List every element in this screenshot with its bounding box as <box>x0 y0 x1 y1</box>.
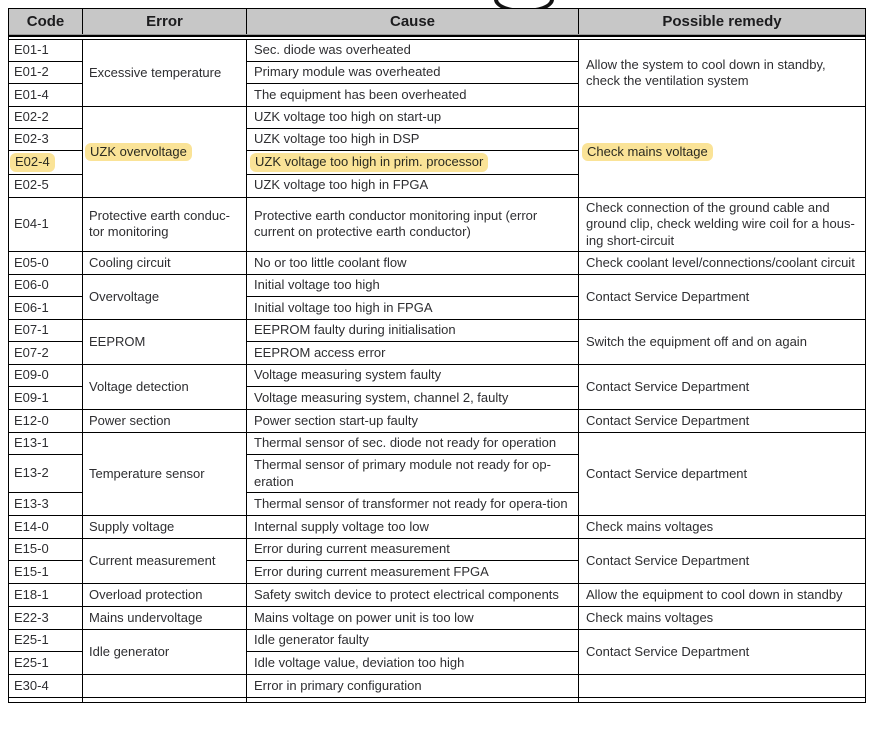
partial-cell <box>247 698 579 702</box>
remedy-cell <box>579 630 865 674</box>
error-cell-text: Mains undervoltage <box>89 609 203 625</box>
remedy-cell <box>579 320 865 364</box>
error-cell-text: Supply voltage <box>89 518 175 534</box>
cause-cell-text: Protective earth conductor monitoring input (error current on protective earth conductor) <box>254 207 538 240</box>
cause-cell <box>247 342 579 364</box>
code-cell <box>9 387 83 409</box>
remedy-cell-text: Switch the equipment off and on again <box>586 333 807 349</box>
table-header-row <box>9 9 865 35</box>
code-cell-text: E06-1 <box>14 299 49 315</box>
error-cell-text: Overvoltage <box>89 288 160 304</box>
error-cell-text: Cooling circuit <box>89 254 171 270</box>
header-code: Code <box>9 9 83 34</box>
cause-cell <box>247 297 579 319</box>
remedy-cell-text: Allow the system to cool down in standby, check the ventilation system <box>586 56 826 88</box>
remedy-cell-text: Check coolant level/connections/coolant circuit <box>586 254 855 270</box>
error-cell-text: Current measurement <box>89 552 216 568</box>
remedy-cell-text: Check mains voltage <box>582 143 713 162</box>
cause-cell <box>247 675 579 697</box>
error-cell-text: UZK overvoltage <box>85 143 192 162</box>
code-cell <box>9 175 83 197</box>
cause-cell-text: The equipment has been overheated <box>254 86 467 102</box>
error-group <box>9 364 865 409</box>
cause-cell <box>247 275 579 297</box>
code-cell <box>9 455 83 493</box>
code-cell <box>9 275 83 297</box>
error-cell <box>83 433 247 515</box>
code-cell-text: E04-1 <box>14 216 49 231</box>
cause-cell <box>247 84 579 106</box>
error-cell <box>83 252 247 274</box>
cause-cell-text: Error during current measurement <box>254 541 450 557</box>
error-group <box>9 432 865 515</box>
code-cell <box>9 107 83 129</box>
error-group <box>9 409 865 432</box>
code-cell <box>9 493 83 515</box>
remedy-cell <box>579 410 865 432</box>
error-cell <box>83 516 247 538</box>
remedy-cell <box>579 275 865 319</box>
remedy-cell <box>579 252 865 274</box>
error-cell-text: Protective earth conduc-tor monitoring <box>89 207 230 240</box>
cause-cell-text: Initial voltage too high in FPGA <box>254 299 433 315</box>
cause-cell <box>247 584 579 606</box>
table-body <box>9 40 865 697</box>
error-cell-text: Temperature sensor <box>89 465 205 481</box>
code-cell-text: E02-5 <box>14 177 49 193</box>
code-cell-text: E02-4 <box>10 153 55 172</box>
error-group <box>9 319 865 364</box>
code-cell-text: E13-3 <box>14 495 49 511</box>
error-group <box>9 106 865 197</box>
remedy-cell-text: Contact Service department <box>586 465 748 481</box>
header-possible-remedy: Possible remedy <box>662 13 782 30</box>
partial-cell <box>9 698 83 702</box>
cause-cell <box>247 410 579 432</box>
cause-cell-text: Primary module was overheated <box>254 64 441 80</box>
error-cell <box>83 275 247 319</box>
code-cell-text: E01-1 <box>14 42 49 58</box>
error-cell-text: Power section <box>89 412 171 428</box>
remedy-cell <box>579 516 865 538</box>
cause-cell <box>247 129 579 151</box>
code-cell-text: E30-4 <box>14 677 49 693</box>
error-cell <box>83 584 247 606</box>
remedy-cell <box>579 365 865 409</box>
cause-cell <box>247 320 579 342</box>
cause-cell <box>247 561 579 583</box>
error-code-table <box>8 8 866 703</box>
cause-cell <box>247 40 579 62</box>
code-cell <box>9 433 83 455</box>
code-cell <box>9 630 83 652</box>
error-cell <box>83 539 247 583</box>
code-cell-text: E12-0 <box>14 412 49 428</box>
cause-cell-text: Thermal sensor of transformer not ready for opera-tion <box>254 495 568 511</box>
code-cell <box>9 584 83 606</box>
cause-cell-text: Idle generator faulty <box>254 632 369 648</box>
code-cell-text: E13-2 <box>14 465 49 481</box>
remedy-cell-text: Contact Service Department <box>586 288 750 304</box>
error-group <box>9 674 865 697</box>
cause-cell-text: Power section start-up faulty <box>254 412 419 428</box>
cause-cell <box>247 652 579 674</box>
cause-cell-text: UZK voltage too high in prim. processor <box>250 153 488 172</box>
partial-cell <box>83 698 247 702</box>
remedy-cell-text: Allow the equipment to cool down in standby <box>586 586 843 602</box>
code-cell <box>9 539 83 561</box>
error-cell-text: Voltage detection <box>89 378 189 394</box>
error-group <box>9 538 865 583</box>
error-group <box>9 629 865 674</box>
code-cell-text: E14-0 <box>14 518 49 534</box>
code-cell-text: E25-1 <box>14 632 49 648</box>
cause-cell-text: Thermal sensor of primary module not ready for op-eration <box>254 457 551 489</box>
code-cell-text: E01-2 <box>14 64 49 80</box>
error-cell-text: EEPROM <box>89 333 146 349</box>
error-cell-text: Overload protection <box>89 586 203 602</box>
cause-cell-text: EEPROM faulty during initialisation <box>254 322 456 338</box>
code-cell-text: E25-1 <box>14 654 49 670</box>
code-cell <box>9 675 83 697</box>
cause-cell-text: Error during current measurement FPGA <box>254 563 489 579</box>
cause-cell-text: Idle voltage value, deviation too high <box>254 654 465 670</box>
cause-cell <box>247 387 579 409</box>
cause-cell <box>247 630 579 652</box>
cause-cell <box>247 252 579 274</box>
cause-cell-text: Safety switch device to protect electrical components <box>254 586 559 602</box>
error-cell <box>83 607 247 629</box>
cause-cell-text: Internal supply voltage too low <box>254 518 429 534</box>
cause-cell-text: EEPROM access error <box>254 344 386 360</box>
cause-cell-text: UZK voltage too high in FPGA <box>254 177 429 193</box>
code-cell <box>9 252 83 274</box>
cause-cell-text: UZK voltage too high in DSP <box>254 131 420 147</box>
code-cell <box>9 652 83 674</box>
cause-cell-text: Voltage measuring system faulty <box>254 367 442 383</box>
remedy-cell <box>579 675 865 697</box>
remedy-cell-text: Contact Service Department <box>586 378 750 394</box>
cause-cell <box>247 493 579 515</box>
header-error: Error <box>83 9 247 34</box>
remedy-cell <box>579 433 865 515</box>
remedy-cell <box>579 607 865 629</box>
error-cell-text: Idle generator <box>89 643 170 659</box>
cause-cell-text: Initial voltage too high <box>254 277 380 293</box>
code-cell-text: E13-1 <box>14 435 49 451</box>
error-cell-text: Excessive temperature <box>89 64 222 80</box>
remedy-cell-text: Contact Service Department <box>586 412 750 428</box>
cause-cell <box>247 607 579 629</box>
partial-cell <box>579 698 865 702</box>
cause-cell <box>247 198 579 252</box>
code-cell-text: E09-0 <box>14 367 49 383</box>
partial-next-row <box>9 697 865 702</box>
code-cell-text: E15-0 <box>14 541 49 557</box>
code-cell-text: E02-3 <box>14 131 49 147</box>
code-cell <box>9 410 83 432</box>
code-cell <box>9 516 83 538</box>
code-cell <box>9 84 83 106</box>
code-cell-text: E02-2 <box>14 109 49 125</box>
error-group <box>9 606 865 629</box>
error-group <box>9 515 865 538</box>
error-cell <box>83 198 247 252</box>
cause-cell <box>247 175 579 197</box>
error-cell <box>83 410 247 432</box>
cause-cell-text: Sec. diode was overheated <box>254 42 411 58</box>
error-cell <box>83 365 247 409</box>
remedy-cell <box>579 198 865 252</box>
remedy-cell <box>579 40 865 106</box>
cause-cell <box>247 107 579 129</box>
code-cell-text: E01-4 <box>14 86 49 102</box>
code-cell <box>9 561 83 583</box>
remedy-cell <box>579 539 865 583</box>
error-cell <box>83 107 247 197</box>
cause-cell-text: UZK voltage too high on start-up <box>254 109 442 125</box>
remedy-cell-text: Check mains voltages <box>586 518 714 534</box>
cause-cell-text: Mains voltage on power unit is too low <box>254 609 474 625</box>
cause-cell <box>247 365 579 387</box>
code-cell <box>9 365 83 387</box>
code-cell-text: E05-0 <box>14 254 49 270</box>
cause-cell <box>247 516 579 538</box>
error-group <box>9 40 865 106</box>
remedy-cell <box>579 584 865 606</box>
code-cell-text: E15-1 <box>14 563 49 579</box>
remedy-cell-text: Check connection of the ground cable and ground clip, check welding wire coil for a hous-ing short-circuit <box>586 199 855 248</box>
cause-cell-text: Thermal sensor of sec. diode not ready for operation <box>254 435 557 451</box>
cause-cell <box>247 433 579 455</box>
code-cell-text: E07-2 <box>14 344 49 360</box>
code-cell <box>9 40 83 62</box>
header-cause: Cause <box>247 9 579 34</box>
error-group <box>9 251 865 274</box>
remedy-cell-text: Contact Service Department <box>586 552 750 568</box>
error-group <box>9 274 865 319</box>
remedy-cell-text: Contact Service Department <box>586 643 750 659</box>
code-cell <box>9 151 83 175</box>
code-cell <box>9 129 83 151</box>
error-cell <box>83 630 247 674</box>
code-cell-text: E18-1 <box>14 586 49 602</box>
error-cell <box>83 675 247 697</box>
error-cell <box>83 40 247 106</box>
code-cell <box>9 198 83 252</box>
code-cell <box>9 342 83 364</box>
code-cell <box>9 320 83 342</box>
cause-cell <box>247 455 579 493</box>
error-cell <box>83 320 247 364</box>
cause-cell-text: No or too little coolant flow <box>254 254 407 270</box>
cause-cell <box>247 539 579 561</box>
code-cell-text: E09-1 <box>14 389 49 405</box>
code-cell <box>9 62 83 84</box>
remedy-cell <box>579 107 865 197</box>
cause-cell <box>247 62 579 84</box>
code-cell-text: E06-0 <box>14 277 49 293</box>
code-cell <box>9 297 83 319</box>
cause-cell <box>247 151 579 175</box>
code-cell-text: E22-3 <box>14 609 49 625</box>
code-cell <box>9 607 83 629</box>
code-cell-text: E07-1 <box>14 322 49 338</box>
remedy-cell-text: Check mains voltages <box>586 609 714 625</box>
error-group <box>9 583 865 606</box>
error-group <box>9 197 865 252</box>
cause-cell-text: Error in primary configuration <box>254 677 422 693</box>
cause-cell-text: Voltage measuring system, channel 2, faulty <box>254 389 509 405</box>
